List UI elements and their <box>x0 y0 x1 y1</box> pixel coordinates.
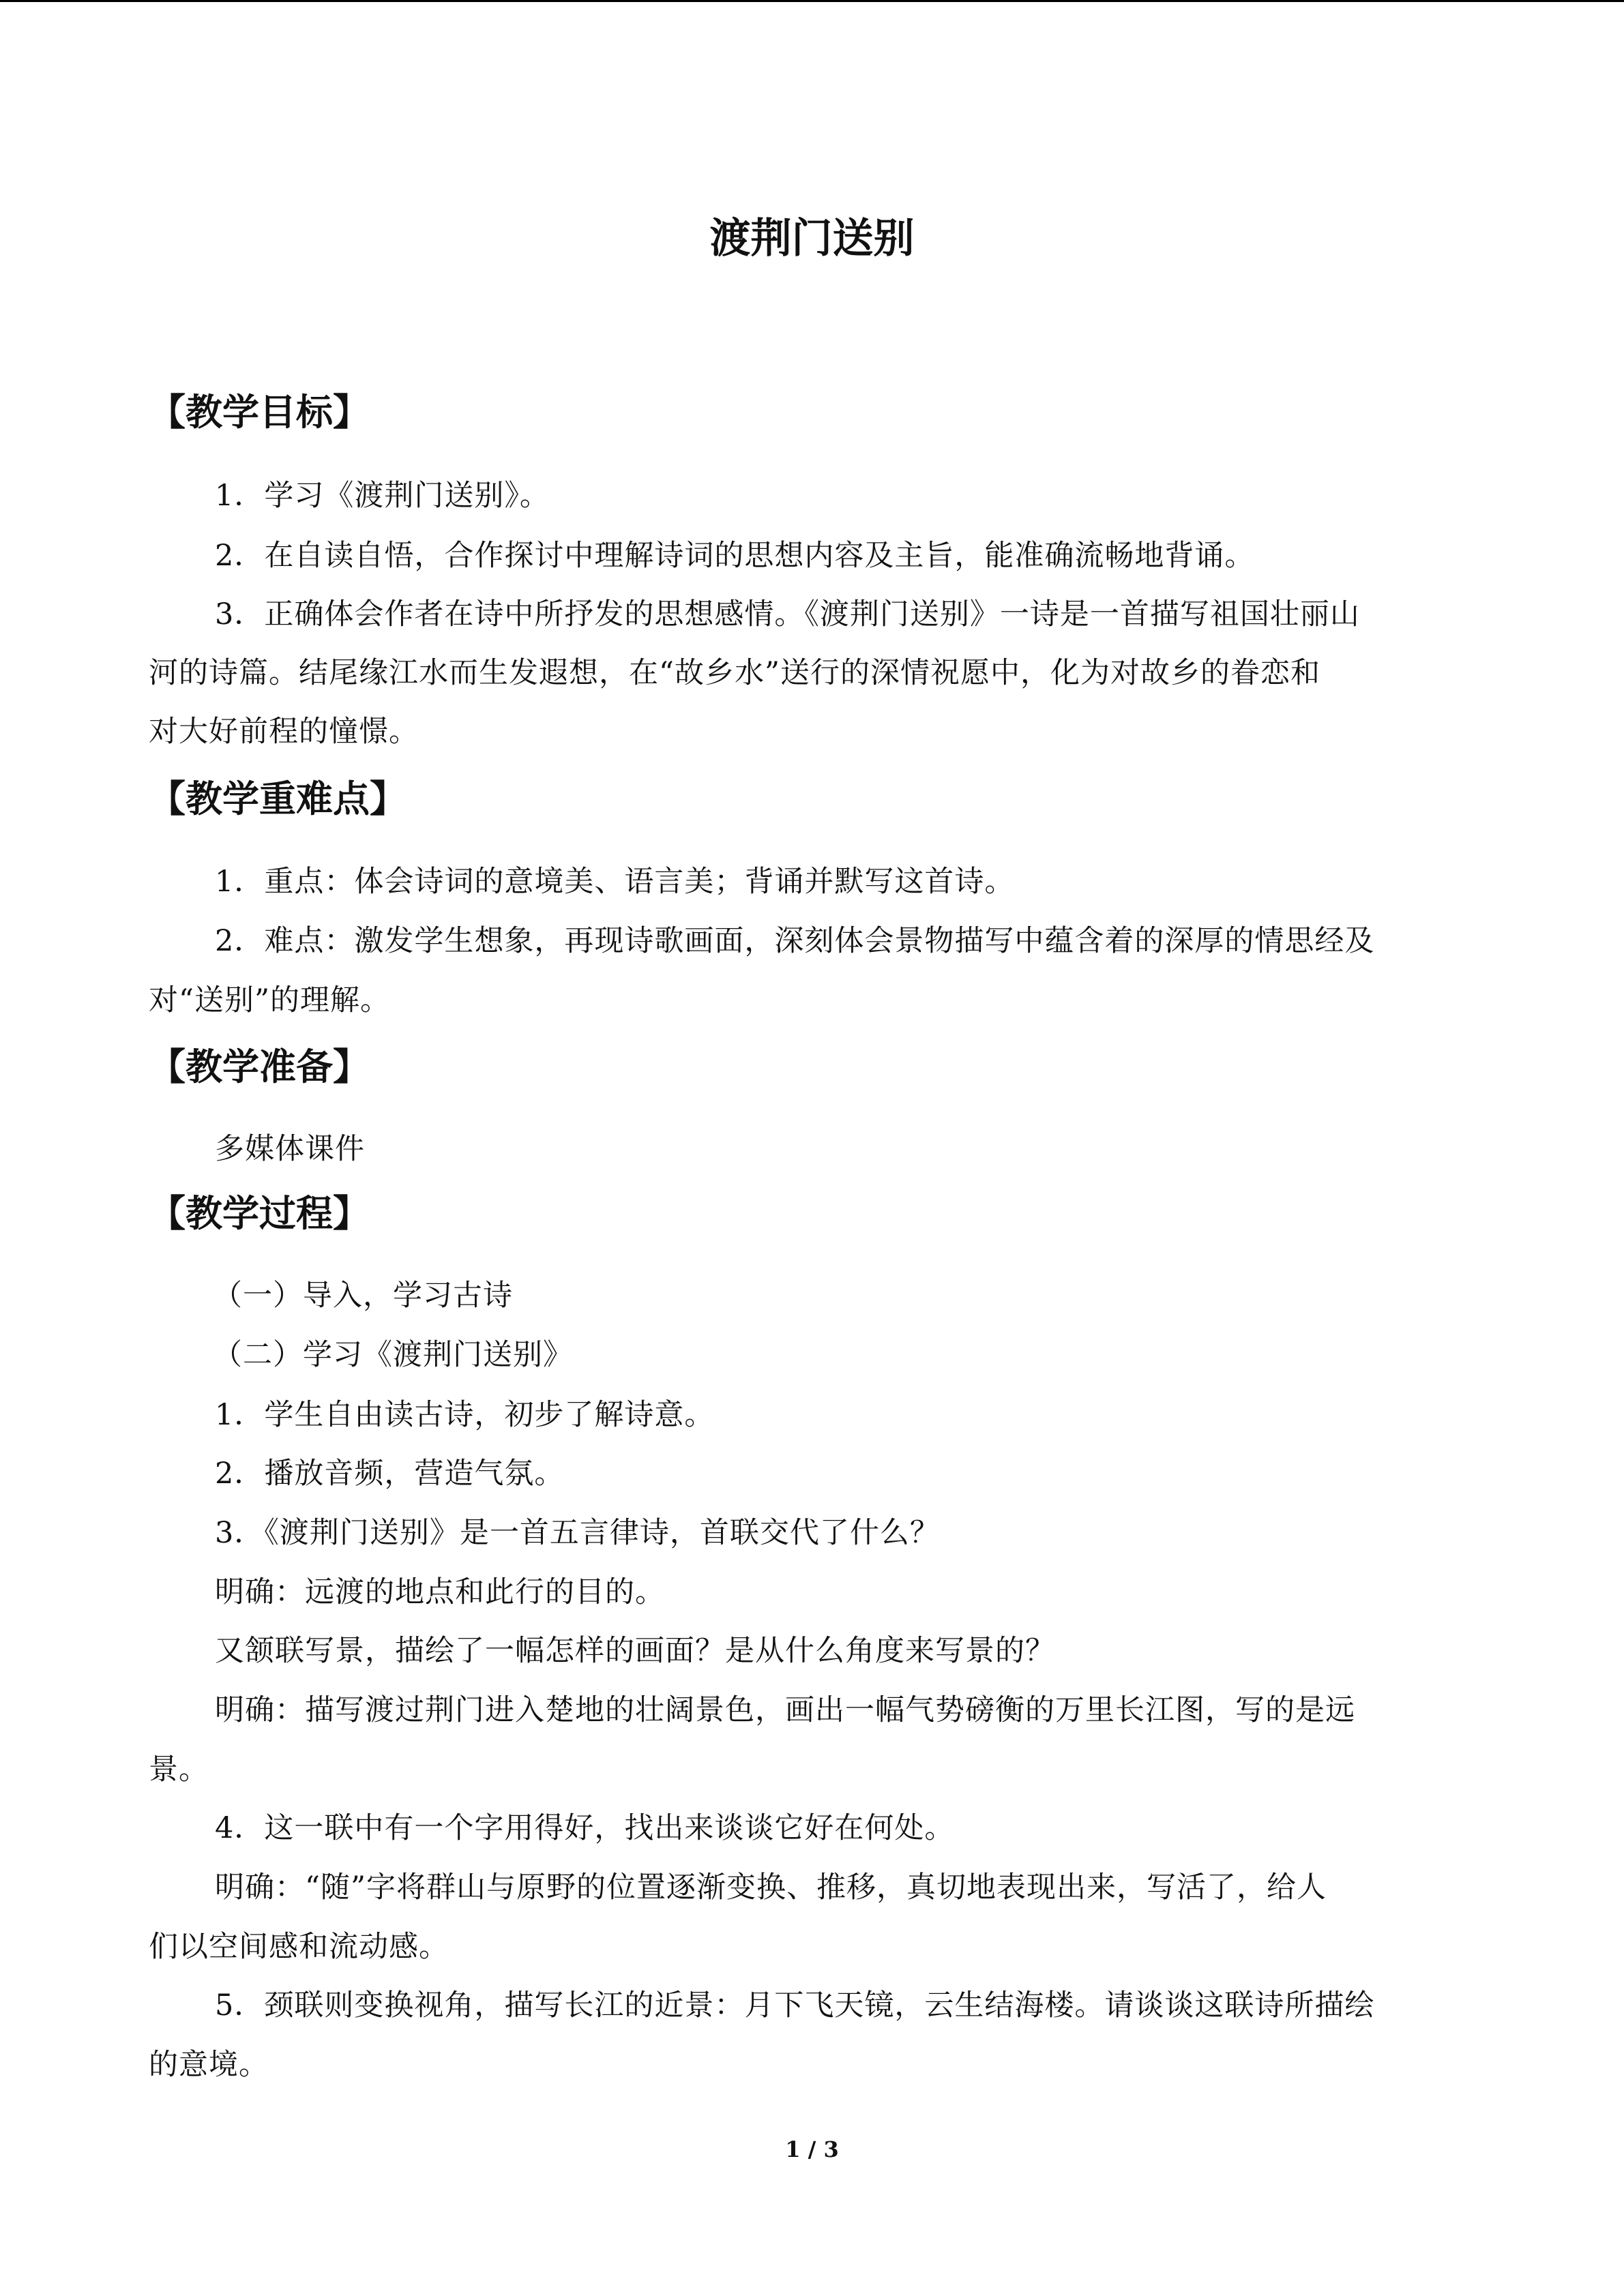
process-line: 的意境。 <box>149 2048 269 2082</box>
process-line: 们以空间感和流动感。 <box>149 1930 449 1964</box>
process-line: 1．学生自由读古诗，初步了解诗意。 <box>215 1398 715 1432</box>
key-point-line: 1．重点：体会诗词的意境美、语言美；背诵并默写这首诗。 <box>215 865 1015 899</box>
page-title: 渡荆门送别 <box>709 215 915 263</box>
process-line: 2．播放音频，营造气氛。 <box>215 1457 565 1491</box>
objective-line: 3．正确体会作者在诗中所抒发的思想感情。《渡荆门送别》一诗是一首描写祖国壮丽山 <box>215 597 1360 631</box>
key-point-line: 对“送别”的理解。 <box>149 983 390 1017</box>
process-line: （一）导入，学习古诗 <box>213 1279 513 1313</box>
process-line: 又颔联写景，描绘了一幅怎样的画面？是从什么角度来写景的？ <box>215 1634 1055 1668</box>
top-border <box>0 0 1624 2</box>
process-line: （二）学习《渡荆门送别》 <box>213 1338 573 1372</box>
section-heading-key-points: 【教学重难点】 <box>149 777 407 820</box>
key-point-line: 2．难点：激发学生想象，再现诗歌画面，深刻体会景物描写中蕴含着的深厚的情思经及 <box>215 924 1375 958</box>
process-line: 明确：“随”字将群山与原野的位置逐渐变换、推移，真切地表现出来，写活了，给人 <box>215 1870 1327 1905</box>
page-number: 1 / 3 <box>785 2136 839 2162</box>
process-line: 明确：描写渡过荆门进入楚地的壮阔景色，画出一幅气势磅衡的万里长江图，写的是远 <box>215 1693 1355 1727</box>
section-heading-preparation: 【教学准备】 <box>149 1045 370 1088</box>
section-heading-objectives: 【教学目标】 <box>149 391 370 434</box>
process-line: 5．颈联则变换视角，描写长江的近景：月下飞天镜，云生结海楼。请谈谈这联诗所描绘 <box>215 1988 1375 2023</box>
process-line: 景。 <box>149 1753 209 1787</box>
process-line: 4．这一联中有一个字用得好，找出来谈谈它好在何处。 <box>215 1811 955 1845</box>
objective-line: 2．在自读自悟，合作探讨中理解诗词的思想内容及主旨，能准确流畅地背诵。 <box>215 539 1255 573</box>
process-line: 3．《渡荆门送别》是一首五言律诗，首联交代了什么？ <box>215 1516 940 1550</box>
objective-line: 1．学习《渡荆门送别》。 <box>215 479 550 513</box>
process-line: 明确：远渡的地点和此行的目的。 <box>215 1575 665 1609</box>
objective-line: 河的诗篇。结尾缘江水而生发遐想，在“故乡水”送行的深情祝愿中，化为对故乡的眷恋和 <box>149 656 1320 690</box>
section-heading-process: 【教学过程】 <box>149 1192 370 1235</box>
objective-line: 对大好前程的憧憬。 <box>149 715 419 749</box>
preparation-line: 多媒体课件 <box>215 1132 365 1166</box>
